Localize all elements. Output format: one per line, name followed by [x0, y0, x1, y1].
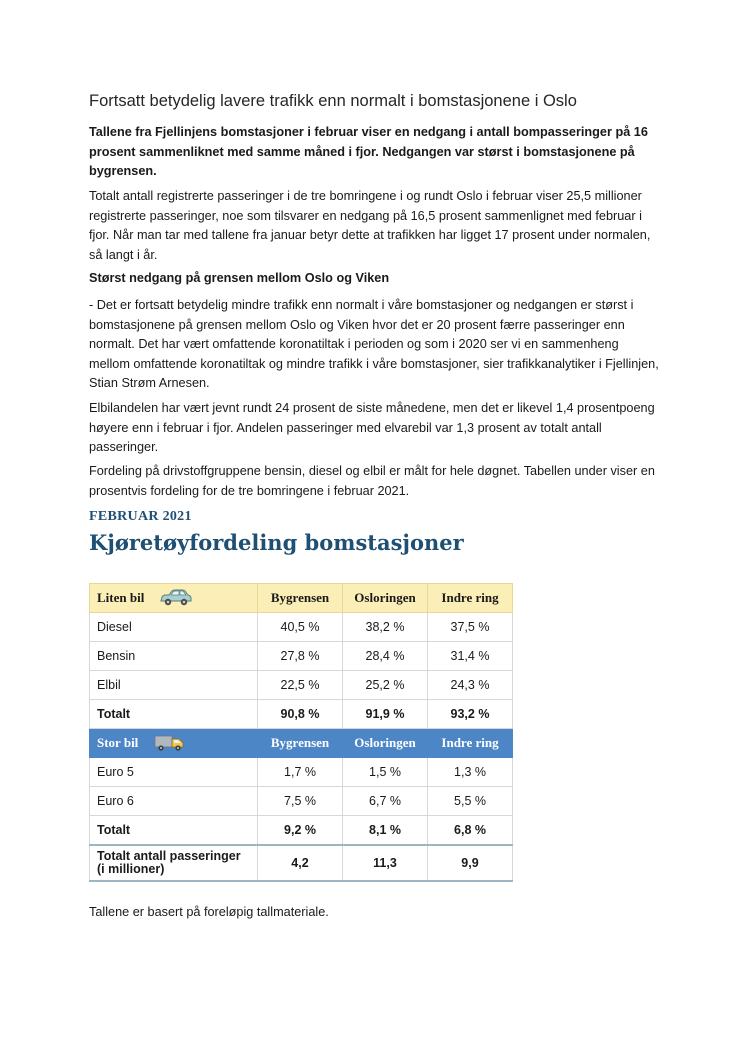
table-cell: 91,9 %	[343, 700, 428, 729]
car-icon	[158, 588, 194, 608]
large-vehicle-header-row	[90, 729, 513, 758]
table-cell: 8,1 %	[343, 816, 428, 846]
table-row-total	[90, 700, 513, 729]
table-cell: 93,2 %	[428, 700, 513, 729]
table-cell: 7,5 %	[258, 787, 343, 816]
table-cell: 25,2 %	[343, 671, 428, 700]
table-row	[90, 642, 513, 671]
small-vehicle-header-row	[90, 584, 513, 613]
column-header: Bygrensen	[258, 584, 343, 613]
table-cell: 31,4 %	[428, 642, 513, 671]
table-cell: 1,7 %	[258, 758, 343, 787]
footnote: Tallene er basert på foreløpig tallmateriale.	[89, 905, 329, 919]
table-kicker: FEBRUAR 2021	[89, 509, 192, 524]
row-label: Euro 5	[90, 758, 258, 787]
table-cell: 22,5 %	[258, 671, 343, 700]
table-title: Kjøretøyfordeling bomstasjoner	[89, 530, 464, 555]
table-cell: 9,9	[428, 845, 513, 881]
table-cell: 1,3 %	[428, 758, 513, 787]
table-cell: 11,3	[343, 845, 428, 881]
table-row	[90, 613, 513, 642]
table-row	[90, 758, 513, 787]
column-header: Indre ring	[428, 729, 513, 758]
column-header: Osloringen	[343, 729, 428, 758]
table-cell: 38,2 %	[343, 613, 428, 642]
large-vehicle-label: Stor bil	[97, 735, 139, 750]
total-passages-unit: (i millioner)	[97, 862, 165, 876]
table-cell: 90,8 %	[258, 700, 343, 729]
total-passages-row	[90, 845, 513, 881]
total-passages-label: Totalt antall passeringer	[97, 849, 241, 863]
row-label: Euro 6	[90, 787, 258, 816]
small-vehicle-label: Liten bil	[97, 590, 145, 605]
row-label: Totalt	[90, 816, 258, 846]
table-cell: 6,7 %	[343, 787, 428, 816]
paragraph-1: Totalt antall registrerte passeringer i de tre bomringene i og rundt Oslo i februar viser 25,5 millioner registrerte passeringer, noe som tilsvarer en nedgang på 16,5 prosent sammenlignet med februar i fjor. Når man tar med tallene fra januar betyr dette at trafikken har ligget 17 prosent under normalen, så langt i år.	[89, 189, 651, 262]
truck-icon	[152, 733, 188, 753]
lead-paragraph: Tallene fra Fjellinjens bomstasjoner i februar viser en nedgang i antall bompasseringer på 16 prosent sammenliknet med samme måned i fjor. Nedgangen var størst i bomstasjonene på bygrensen.	[89, 125, 648, 178]
table-cell: 4,2	[258, 845, 343, 881]
table-cell: 27,8 %	[258, 642, 343, 671]
table-cell: 40,5 %	[258, 613, 343, 642]
table-cell: 24,3 %	[428, 671, 513, 700]
table-cell: 28,4 %	[343, 642, 428, 671]
paragraph-4: Fordeling på drivstoffgruppene bensin, diesel og elbil er målt for hele døgnet. Tabellen under viser en prosentvis fordeling for de tre bomringene i februar 2021.	[89, 464, 655, 498]
table-cell: 37,5 %	[428, 613, 513, 642]
row-label: Elbil	[90, 671, 258, 700]
vehicle-distribution-table	[89, 583, 513, 882]
article-title: Fortsatt betydelig lavere trafikk enn normalt i bomstasjonene i Oslo	[89, 92, 577, 110]
table-row	[90, 671, 513, 700]
column-header: Bygrensen	[258, 729, 343, 758]
subheading: Størst nedgang på grensen mellom Oslo og Viken	[89, 271, 390, 285]
paragraph-2: - Det er fortsatt betydelig mindre trafikk enn normalt i våre bomstasjoner og nedgangen er størst i bomstasjonene på grensen mellom Oslo og Viken hvor det er 20 prosent færre passeringer enn normalt. Det har vært omfattende koronatiltak i perioden og som i 2020 ser vi en sammenheng mellom omfattende koronatiltak og mindre trafikk i våre bomstasjoner, sier trafikkanalytiker i Fjellinjen, Stian Strøm Arnesen.	[89, 298, 659, 390]
row-label: Totalt	[90, 700, 258, 729]
table-row	[90, 787, 513, 816]
table-cell: 9,2 %	[258, 816, 343, 846]
table-cell: 5,5 %	[428, 787, 513, 816]
row-label: Diesel	[90, 613, 258, 642]
column-header: Osloringen	[343, 584, 428, 613]
table-cell: 6,8 %	[428, 816, 513, 846]
table-cell: 1,5 %	[343, 758, 428, 787]
paragraph-3: Elbilandelen har vært jevnt rundt 24 prosent de siste månedene, men det er likevel 1,4 prosentpoeng høyere enn i februar i fjor. Andelen passeringer med elvarebil var 1,3 prosent av totalt antall passeringer.	[89, 401, 655, 454]
row-label: Bensin	[90, 642, 258, 671]
table-row-total	[90, 816, 513, 846]
column-header: Indre ring	[428, 584, 513, 613]
